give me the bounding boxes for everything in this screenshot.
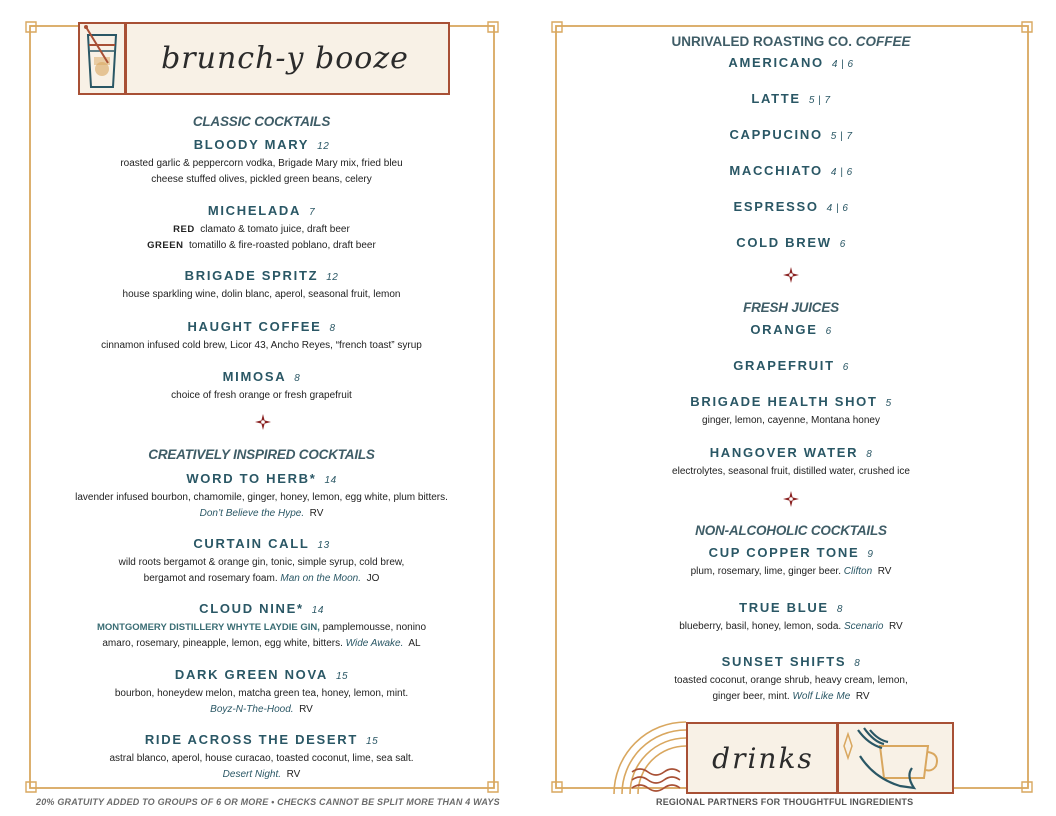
item-name: BRIGADE SPRITZ — [184, 268, 319, 283]
item-desc: cinnamon infused cold brew, Licor 43, Ancho Reyes, “french toast” syrup — [101, 340, 422, 351]
menu-item-brigade-spritz — [26, 267, 497, 303]
item-price: 14 — [324, 475, 337, 486]
classic-cocktails-heading: CLASSIC COCKTAILS — [192, 114, 331, 129]
menu-item-word-to-herb — [26, 470, 497, 521]
item-desc: house sparkling wine, dolin blanc, aperol, seasonal fruit, lemon — [122, 289, 401, 300]
decorative-arches-icon — [612, 720, 692, 794]
drinks-badge-divider — [836, 724, 839, 792]
menu-item-haught-coffee — [26, 318, 497, 354]
divider-star-icon — [783, 267, 799, 283]
menu-item-latte — [552, 90, 1030, 108]
song-title: Clifton — [843, 566, 873, 577]
item-desc: clamato & tomato juice, draft beer — [200, 224, 350, 235]
item-desc: bourbon, honeydew melon, matcha green tea, honey, lemon, mint. — [114, 688, 409, 699]
song-title: Boyz-N-The-Hood. — [210, 703, 294, 715]
item-price: 6 — [842, 362, 849, 373]
item-name: GRAPEFRUIT — [733, 358, 835, 373]
item-desc: astral blanco, aperol, house curacao, toasted coconut, lime, sea salt. — [109, 753, 414, 764]
drinks-menu-panel — [552, 22, 1030, 790]
item-desc: cheese stuffed olives, pickled green beans, celery — [151, 173, 372, 185]
item-name: MACCHIATO — [729, 163, 823, 178]
menu-item-cappucino — [552, 126, 1030, 144]
item-name: DARK GREEN NOVA — [174, 667, 328, 682]
menu-item-cup-copper-tone — [552, 544, 1030, 580]
item-desc: choice of fresh orange or fresh grapefruit — [171, 390, 352, 401]
item-name: BLOODY MARY — [193, 137, 310, 152]
song-title: Wolf Like Me — [792, 690, 851, 702]
menu-item-dark-green-nova — [26, 666, 497, 717]
item-desc: bergamot and rosemary foam. — [143, 572, 278, 584]
song-title: Desert Night. — [222, 768, 282, 780]
partners-footer: REGIONAL PARTNERS FOR THOUGHTFUL INGREDIENTS — [656, 797, 914, 807]
song-title: Scenario — [843, 621, 884, 632]
fresh-juices-heading: FRESH JUICES — [743, 300, 839, 315]
divider-star-icon — [255, 414, 271, 430]
item-price: 4 | 6 — [826, 203, 849, 214]
song-title: Man on the Moon. — [280, 572, 361, 584]
item-desc: tomatillo & fire-roasted poblano, draft beer — [189, 239, 376, 251]
item-price: 14 — [311, 605, 324, 616]
coffee-heading-italic: COFFEE — [855, 34, 911, 49]
menu-item-hangover-water — [552, 444, 1030, 480]
bartender-initials: JO — [366, 572, 380, 584]
variant-label: RED — [173, 224, 195, 235]
item-name: ORANGE — [750, 322, 818, 337]
distillery-label: MONTGOMERY DISTILLERY WHYTE LAYDIE GIN, — [96, 622, 320, 633]
item-name: SUNSET SHIFTS — [721, 654, 847, 669]
item-desc: ginger beer, mint. — [712, 690, 790, 702]
bartender-initials: RV — [889, 621, 903, 632]
non-alcoholic-heading: NON-ALCOHOLIC COCKTAILS — [695, 523, 887, 538]
creative-cocktails-heading: CREATIVELY INSPIRED COCKTAILS — [148, 447, 375, 462]
item-price: 6 — [839, 239, 846, 250]
item-name: MICHELADA — [207, 203, 302, 218]
item-price: 4 | 6 — [831, 59, 854, 70]
item-name: HANGOVER WATER — [709, 445, 859, 460]
item-name: CUP COPPER TONE — [708, 545, 860, 560]
item-name: CLOUD NINE* — [199, 601, 304, 616]
menu-item-grapefruit — [552, 357, 1030, 375]
item-price: 15 — [335, 671, 349, 682]
item-name: CURTAIN CALL — [193, 536, 310, 551]
menu-item-michelada — [26, 202, 497, 253]
bartender-initials: AL — [408, 637, 421, 649]
item-name: MIMOSA — [222, 369, 287, 384]
item-name: TRUE BLUE — [739, 600, 829, 615]
item-desc: electrolytes, seasonal fruit, distilled water, crushed ice — [672, 466, 910, 477]
item-price: 6 — [825, 326, 832, 337]
item-desc: amaro, rosemary, pineapple, lemon, egg white, bitters. — [102, 637, 343, 649]
item-price: 13 — [317, 540, 330, 551]
menu-item-sunset-shifts — [552, 653, 1030, 704]
item-price: 8 — [836, 604, 843, 615]
item-name: CAPPUCINO — [729, 127, 823, 142]
menu-item-macchiato — [552, 162, 1030, 180]
item-desc: wild roots bergamot & orange gin, tonic, simple syrup, cold brew, — [118, 557, 405, 568]
item-price: 8 — [866, 449, 873, 460]
bartender-initials: RV — [877, 566, 892, 577]
menu-item-mimosa — [26, 368, 497, 404]
item-price: 4 | 6 — [830, 167, 853, 178]
bartender-initials: RV — [299, 703, 313, 715]
item-price: 8 — [854, 658, 861, 669]
menu-item-americano — [552, 54, 1030, 72]
item-price: 5 | 7 — [830, 131, 853, 142]
coffee-heading-main: UNRIVALED ROASTING CO. — [671, 34, 852, 49]
item-price: 12 — [326, 272, 339, 283]
item-price: 12 — [317, 141, 330, 152]
menu-item-true-blue — [552, 599, 1030, 635]
menu-item-ride-across-the-desert — [26, 731, 497, 782]
menu-item-bloody-mary — [26, 136, 497, 187]
item-desc: roasted garlic & peppercorn vodka, Brigade Mary mix, fried bleu — [120, 158, 403, 169]
menu-item-espresso — [552, 198, 1030, 216]
variant-label: GREEN — [147, 239, 184, 251]
item-price: 15 — [366, 736, 379, 747]
item-desc: blueberry, basil, honey, lemon, soda. — [679, 621, 842, 632]
item-name: HAUGHT COFFEE — [187, 319, 322, 334]
coffee-cup-hand-icon — [840, 726, 950, 790]
song-title: Wide Awake. — [345, 637, 404, 649]
item-name: RIDE ACROSS THE DESERT — [144, 732, 359, 747]
item-desc: lavender infused bourbon, chamomile, ginger, honey, lemon, egg white, plum bitters. — [75, 492, 448, 503]
divider-star-icon — [783, 491, 799, 507]
drinks-title: drinks — [712, 741, 814, 775]
coffee-heading — [552, 34, 1030, 49]
item-desc: plum, rosemary, lime, ginger beer. — [690, 566, 841, 577]
menu-item-orange — [552, 321, 1030, 339]
item-desc: pamplemousse, nonino — [322, 622, 427, 633]
item-price: 5 — [885, 398, 892, 409]
item-desc: toasted coconut, orange shrub, heavy cream, lemon, — [674, 675, 908, 686]
item-price: 9 — [867, 549, 874, 560]
bartender-initials: RV — [286, 768, 301, 780]
item-price: 8 — [294, 373, 301, 384]
item-desc: ginger, lemon, cayenne, Montana honey — [702, 415, 880, 426]
menu-item-cold-brew — [552, 234, 1030, 252]
menu-item-brigade-health-shot — [552, 393, 1030, 429]
item-name: BRIGADE HEALTH SHOT — [690, 394, 878, 409]
item-price: 8 — [329, 323, 336, 334]
item-name: WORD TO HERB* — [186, 471, 317, 486]
item-price: 7 — [309, 207, 316, 218]
song-title: Don’t Believe the Hype. — [199, 507, 305, 519]
item-name: COLD BREW — [736, 235, 832, 250]
item-name: AMERICANO — [728, 55, 824, 70]
gratuity-footer: 20% GRATUITY ADDED TO GROUPS OF 6 OR MORE • CHECKS CANNOT BE SPLIT MORE THAN 4 WAYS — [36, 797, 500, 807]
item-price: 5 | 7 — [808, 95, 831, 106]
bartender-initials: RV — [309, 507, 324, 519]
menu-item-cloud-nine — [26, 600, 497, 651]
menu-item-curtain-call — [26, 535, 497, 586]
item-name: LATTE — [751, 91, 801, 106]
bartender-initials: RV — [855, 690, 870, 702]
brunch-menu-panel — [26, 22, 497, 790]
brunch-title: brunch-y booze — [161, 40, 409, 76]
item-name: ESPRESSO — [733, 199, 819, 214]
